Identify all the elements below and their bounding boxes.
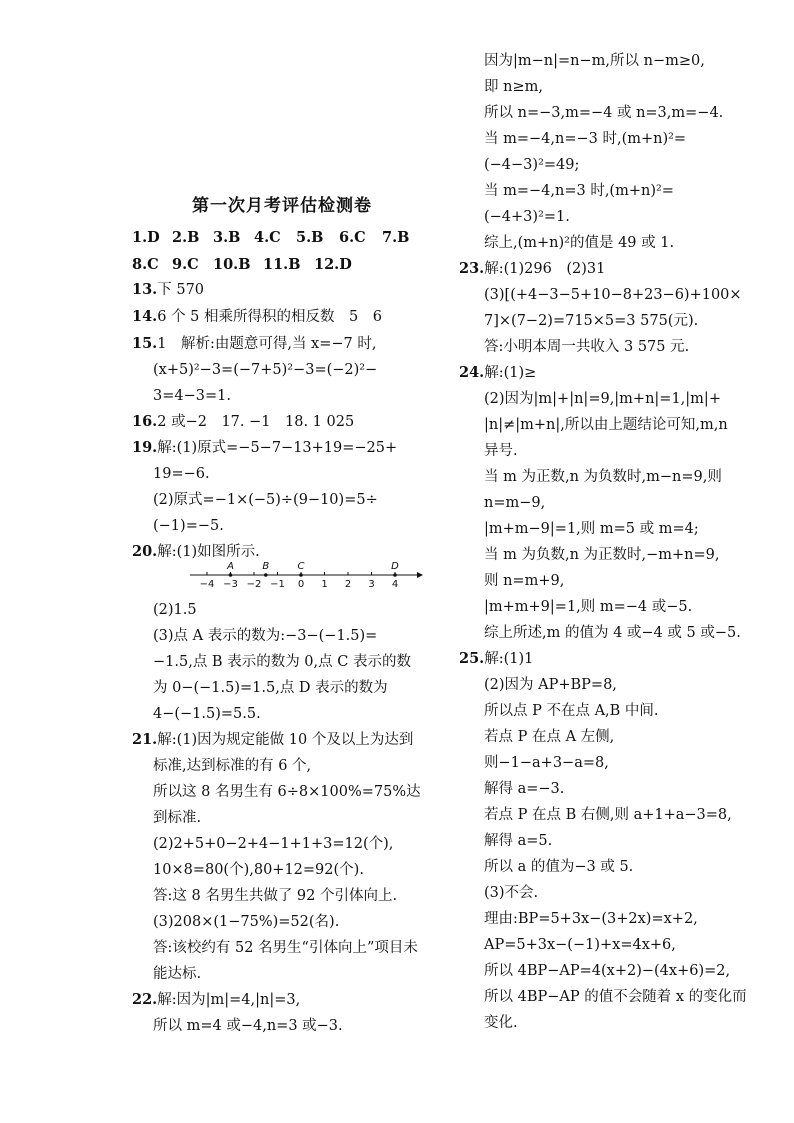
answer-line: 7]×(7−2)=715×5=3 575(元). [484, 313, 699, 329]
answer-line: (2)1.5 [153, 602, 197, 618]
number-line-point-label: B [262, 561, 270, 572]
answer-line: 答:该校约有 52 名男生“引体向上”项目未 [153, 940, 418, 956]
number-line-point-label: D [391, 561, 399, 572]
answer-line: 到标准. [153, 810, 202, 826]
choice-answer: 11.B [263, 256, 301, 273]
answer-line: 所以 m=4 或−4,n=3 或−3. [153, 1018, 343, 1034]
number-line-point [393, 573, 397, 577]
number-line-point-label: A [227, 561, 234, 572]
answer-line: 20.解:(1)如图所示. [132, 543, 260, 560]
answer-line: 解得 a=−3. [484, 781, 565, 797]
answer-line: 则 n=m+9, [484, 573, 565, 589]
answer-line: 3=4−3=1. [153, 388, 231, 404]
answer-line: (2)因为 AP+BP=8, [484, 677, 617, 693]
number-line-tick-label: 1 [321, 579, 328, 590]
number-line-figure [185, 557, 425, 595]
answer-line: 为 0−(−1.5)=1.5,点 D 表示的数为 [153, 680, 388, 696]
answer-line: |n|≠|m+n|,所以由上题结论可知,m,n [484, 417, 728, 433]
number-line-tick-label: −4 [199, 579, 215, 590]
answer-line: 16.2 或−2 17. −1 18. 1 025 [132, 413, 355, 430]
answer-line: 15.1 解析:由题意可得,当 x=−7 时, [132, 335, 377, 352]
answer-line: 25.解:(1)1 [459, 650, 534, 667]
answer-line: 则−1−a+3−a=8, [484, 755, 609, 771]
answer-line: 能达标. [153, 966, 202, 982]
answer-line: 解得 a=5. [484, 833, 553, 849]
answer-line: 因为|m−n|=n−m,所以 n−m≥0, [484, 53, 705, 69]
answer-line: 当 m 为负数,n 为正数时,−m+n=9, [484, 547, 720, 563]
answer-line: 所以点 P 不在点 A,B 中间. [484, 703, 659, 719]
answer-line: |m+m−9|=1,则 m=5 或 m=4; [484, 521, 699, 537]
answer-line: −1.5,点 B 表示的数为 0,点 C 表示的数 [153, 654, 411, 670]
number-line-tick-label: −1 [270, 579, 285, 590]
answer-line: 当 m=−4,n=−3 时,(m+n)²= [484, 131, 687, 147]
choice-answer: 8.C [132, 256, 159, 273]
answer-line: 异号. [484, 443, 518, 459]
choice-answer: 10.B [213, 256, 251, 273]
choice-answer: 2.B [172, 229, 200, 246]
answer-line: 若点 P 在点 A 左侧, [484, 729, 615, 745]
answer-line: 21.解:(1)因为规定能做 10 个及以上为达到 [132, 731, 414, 748]
answer-line: (3)208×(1−75%)=52(名). [153, 914, 340, 930]
number-line-tick-label: 0 [297, 579, 305, 590]
number-line-point [229, 573, 233, 577]
answer-line: |m+m+9|=1,则 m=−4 或−5. [484, 599, 693, 615]
choice-answer: 1.D [132, 229, 160, 246]
answer-line: 23.解:(1)296 (2)31 [459, 260, 606, 277]
number-line-point [264, 573, 268, 577]
answer-line: 10×8=80(个),80+12=92(个). [153, 862, 364, 878]
choice-answer: 3.B [213, 229, 241, 246]
answer-line: (−4−3)²=49; [484, 157, 580, 173]
answer-line: 标准,达到标准的有 6 个, [153, 758, 312, 774]
answer-line: 22.解:因为|m|=4,|n|=3, [132, 991, 301, 1008]
answer-line: 若点 P 在点 B 右侧,则 a+1+a−3=8, [484, 807, 732, 823]
answer-line: (2)2+5+0−2+4−1+1+3=12(个), [153, 836, 394, 852]
answer-line: 综上,(m+n)²的值是 49 或 1. [484, 235, 675, 251]
answer-line: 当 m=−4,n=3 时,(m+n)²= [484, 183, 674, 199]
answer-line: 当 m 为正数,n 为负数时,m−n=9,则 [484, 469, 722, 485]
answer-line: 答:小明本周一共收入 3 575 元. [484, 339, 690, 355]
choice-answer: 9.C [172, 256, 199, 273]
answer-line: 所以 4BP−AP=4(x+2)−(4x+6)=2, [484, 963, 731, 979]
answer-line: 所以 n=−3,m=−4 或 n=3,m=−4. [484, 105, 724, 121]
answer-line: AP=5+3x−(−1)+x=4x+6, [484, 937, 676, 953]
answer-line: 19=−6. [153, 466, 210, 482]
page-title: 第一次月考评估检测卷 [192, 196, 372, 216]
answer-line: 所以 a 的值为−3 或 5. [484, 859, 634, 875]
answer-line: (2)因为|m|+|n|=9,|m+n|=1,|m|+ [484, 391, 721, 407]
number-line-tick-label: 3 [368, 579, 375, 590]
choice-answer: 6.C [339, 229, 366, 246]
choice-answer: 7.B [382, 229, 410, 246]
choice-answer: 12.D [314, 256, 352, 273]
answer-line: 即 n≥m, [484, 79, 543, 95]
answer-line: (2)原式=−1×(−5)÷(9−10)=5÷ [153, 492, 378, 508]
number-line-tick-label: −3 [223, 579, 238, 590]
choice-answer: 4.C [254, 229, 281, 246]
answer-line: (3)[(+4−3−5+10−8+23−6)+100× [484, 287, 742, 303]
answer-line: (−4+3)²=1. [484, 209, 570, 225]
number-line-point-label: C [297, 561, 305, 572]
answer-line: 13.下 570 [132, 281, 205, 298]
answer-line: (x+5)²−3=(−7+5)²−3=(−2)²− [153, 362, 378, 378]
answer-line: 答:这 8 名男生共做了 92 个引体向上. [153, 888, 398, 904]
answer-line: 理由:BP=5+3x−(3+2x)=x+2, [484, 911, 698, 927]
answer-line: 19.解:(1)原式=−5−7−13+19=−25+ [132, 439, 398, 456]
answer-line: 4−(−1.5)=5.5. [153, 706, 261, 722]
number-line-tick-label: −2 [246, 579, 262, 590]
answer-line: 所以 4BP−AP 的值不会随着 x 的变化而 [484, 989, 747, 1005]
answer-line: (3)点 A 表示的数为:−3−(−1.5)= [153, 628, 378, 644]
answer-line: 24.解:(1)≥ [459, 364, 537, 381]
answer-line: n=m−9, [484, 495, 546, 511]
answer-line: (−1)=−5. [153, 518, 224, 534]
answer-line: 所以这 8 名男生有 6÷8×100%=75%达 [153, 784, 421, 800]
choice-answer: 5.B [296, 229, 324, 246]
answer-line: (3)不会. [484, 885, 539, 901]
number-line-tick-label: 4 [391, 579, 399, 590]
answer-line: 综上所述,m 的值为 4 或−4 或 5 或−5. [484, 625, 741, 641]
number-line-point [299, 573, 303, 577]
answer-line: 14.6 个 5 相乘所得积的相反数 5 6 [132, 308, 382, 325]
number-line-tick-label: 2 [344, 579, 352, 590]
answer-line: 变化. [484, 1015, 518, 1031]
number-line-arrow [417, 572, 423, 578]
